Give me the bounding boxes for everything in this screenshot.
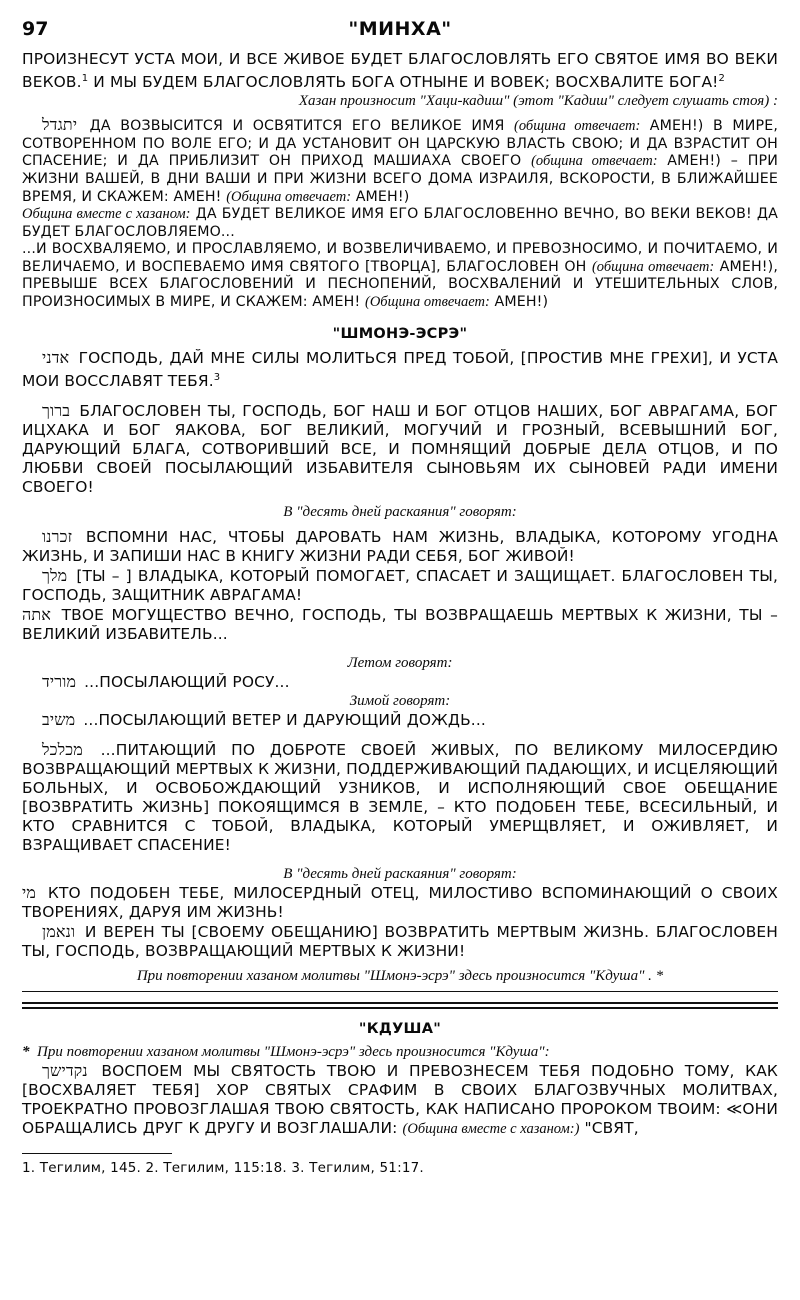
separator-double (22, 1002, 778, 1009)
footnote-rule (22, 1153, 172, 1154)
footnote-ref-2: 2 (718, 73, 725, 84)
footnotes: 1. Тегилим, 145. 2. Тегилим, 115:18. 3. Тегилим, 51:17. (22, 1159, 424, 1176)
prayer-nekadesh: נקדישך ВОСПОЕМ МЫ СВЯТОСТЬ ТВОЮ И ПРЕВОЗНЕСЕМ ТЕБЯ ПОДОБНО ТОМУ, КАК [ВОСХВАЛЯЕТ ТЕБЯ] ХОР СВЯТЫХ СРАФИМ В СВОИХ БЛАГОЗВУЧНЫХ МОЛИТВАХ, ТРОЕКРАТНО ПРОВОЗГЛАШАЯ ТВОЮ СВЯТОСТЬ, КАК НАПИСАНО ПРОРОКОМ ТВОИМ: ≪ОНИ ОБРАЩАЛИСЬ ДРУГ К ДРУГУ И ВОЗГЛАШАЛИ: (Община вместе с хазаном:) "СВЯТ, (22, 1060, 778, 1137)
prayer-mi: מי КТО ПОДОБЕН ТЕБЕ, МИЛОСЕРДНЫЙ ОТЕЦ, МИЛОСТИВО ВСПОМИНАЮЩИЙ О СВОИХ ТВОРЕНИЯХ, ДАРУЯ ИМ ЖИЗНЬ! (22, 882, 778, 921)
verse-opening: ПРОИЗНЕСУТ УСТА МОИ, И ВСЕ ЖИВОЕ БУДЕТ БЛАГОСЛОВЛЯТЬ ЕГО СВЯТОЕ ИМЯ ВО ВЕКИ ВЕКОВ.$^1$ И МЫ БУДЕМ БЛАГОСЛОВЛЯТЬ БОГА ОТНЫНЕ И ВОВЕК; ВОСХВАЛИТЕ БОГА!$^2$ (22, 50, 778, 92)
page-title: "МИНХА" (348, 18, 452, 40)
page-number: 97 (22, 18, 49, 40)
section-title-shmone-esre: "ШМОНЭ-ЭСРЭ" (332, 325, 468, 342)
instruction-kdusha-note: При повторении хазаном молитвы "Шмонэ-эсрэ" здесь произносится "Кдуша" . * (136, 967, 664, 984)
instruction-ten-days-1: В "десять дней раскаяния" говорят: (283, 503, 517, 520)
prayer-morid: מוריד ...ПОСЫЛАЮЩИЙ РОСУ... (42, 671, 290, 691)
kaddish-continuation: ...И ВОСХВАЛЯЕМО, И ПРОСЛАВЛЯЕМО, И ВОЗВЕЛИЧИВАЕМО, И ПРЕВОЗНОСИМО, И ПОЧИТАЕМО, И ВЕЛИЧАЕМО, И ВОСПЕВАЕМО ИМЯ СВЯТОГО [ТВОРЦА], БЛАГОСЛОВЕН ОН (община отвечает: АМЕН!), ПРЕВЫШЕ ВСЕХ БЛАГОСЛОВЕНИЙ И ПЕСНОПЕНИЙ, ВОСХВАЛЕНИЙ И УТЕШИТЕЛЬНЫХ СЛОВ, ПРОИЗНОСИМЫХ В МИРЕ, И СКАЖЕМ: АМЕН! (Община отвечает: АМЕН!) (22, 241, 778, 311)
separator-thin (22, 991, 778, 992)
instruction-ten-days-2: В "десять дней раскаяния" говорят: (283, 865, 517, 882)
hebrew-keyword: יתגדל (42, 115, 78, 135)
prayer-zochrenu: זכרנו ВСПОМНИ НАС, ЧТОБЫ ДАРОВАТЬ НАМ ЖИЗНЬ, ВЛАДЫКА, КОТОРОМУ УГОДНА ЖИЗНЬ, И ЗАПИШИ НАС В КНИГУ ЖИЗНИ РАДИ СЕБЯ, БОГ ЖИВОЙ! (22, 526, 778, 565)
instruction-winter: Зимой говорят: (349, 692, 451, 709)
prayer-mechalkel: מכלכל ...ПИТАЮЩИЙ ПО ДОБРОТЕ СВОЕЙ ЖИВЫХ, ПО ВЕЛИКОМУ МИЛОСЕРДИЮ ВОЗВРАЩАЮЩИЙ МЕРТВЫХ К ЖИЗНИ, ПОДДЕРЖИВАЮЩИЙ ПАДАЮЩИХ, И ИСЦЕЛЯЮЩИЙ БОЛЬНЫХ, И ОСВОБОЖДАЮЩИЙ УЗНИКОВ, И ИСПОЛНЯЮЩИЙ СВОЕ ОБЕЩАНИЕ [ВОЗВРАТИТЬ ЖИЗНЬ] ПОКОЯЩИМСЯ В ЗЕМЛЕ, – КТО ПОДОБЕН ТЕБЕ, ВСЕСИЛЬНЫЙ, И КТО СРАВНИТСЯ С ТОБОЙ, ВЛАДЫКА, КОТОРЫЙ УМЕРЩВЛЯЕТ, И ОЖИВЛЯЕТ, И ВЗРАЩИВАЕТ СПАСЕНИЕ! (22, 739, 778, 854)
prayer-melech: מלך [ТЫ – ] ВЛАДЫКА, КОТОРЫЙ ПОМОГАЕТ, СПАСАЕТ И ЗАЩИЩАЕТ. БЛАГОСЛОВЕН ТЫ, ГОСПОДЬ, ЗАЩИТНИК АВРАГАМА! (22, 565, 778, 604)
footnote-ref-1: 1 (81, 73, 89, 84)
document-page (22, 14, 778, 1176)
instruction-kdusha: * При повторении хазаном молитвы "Шмонэ-эсрэ" здесь произносится "Кдуша": (22, 1043, 550, 1060)
instruction-summer: Летом говорят: (347, 654, 453, 671)
prayer-baruch: ברוך БЛАГОСЛОВЕН ТЫ, ГОСПОДЬ, БОГ НАШ И БОГ ОТЦОВ НАШИХ, БОГ АВРАГАМА, БОГ ИЦХАКА И БОГ ЯАКОВА, БОГ ВЕЛИКИЙ, МОГУЧИЙ И ГРОЗНЫЙ, ВСЕВЫШНИЙ БОГ, ДАРУЮЩИЙ БЛАГА, СОТВОРИВШИЙ ВСЕ, И ПОМНЯЩИЙ ДОБРЫЕ ДЕЛА ОТЦОВ, И ПО ЛЮБВИ СВОЕЙ ПОСЫЛАЮЩИЙ ИЗБАВИТЕЛЯ СЫНОВЬЯМ ИХ СЫНОВЕЙ РАДИ ИМЕНИ СВОЕГО! (22, 400, 778, 496)
prayer-mashiv: משיב ...ПОСЫЛАЮЩИЙ ВЕТЕР И ДАРУЮЩИЙ ДОЖДЬ... (42, 709, 486, 729)
prayer-ata: אתה ТВОЕ МОГУЩЕСТВО ВЕЧНО, ГОСПОДЬ, ТЫ ВОЗВРАЩАЕШЬ МЕРТВЫХ К ЖИЗНИ, ТЫ – ВЕЛИКИЙ ИЗБАВИТЕЛЬ... (22, 604, 778, 643)
instruction-kaddish: Хазан произносит "Хаци-кадиш" (этот "Кадиш" следует слушать стоя) : (298, 93, 778, 110)
prayer-adonai: אדני ГОСПОДЬ, ДАЙ МНЕ СИЛЫ МОЛИТЬСЯ ПРЕД ТОБОЙ, [ПРОСТИВ МНЕ ГРЕХИ], И УСТА МОИ ВОССЛАВЯТ ТЕБЯ.$^3$ (22, 347, 779, 390)
kaddish-paragraph: יתגדל ДА ВОЗВЫСИТСЯ И ОСВЯТИТСЯ ЕГО ВЕЛИКОЕ ИМЯ (община отвечает: АМЕН!) В МИРЕ, СОТВОРЕННОМ ПО ВОЛЕ ЕГО; И ДА УСТАНОВИТ ОН ЦАРСКУЮ ВЛАСТЬ СВОЮ; И ДА ВЗРАСТИТ ОН СПАСЕНИЕ; И ДА ПРИБЛИЗИТ ОН ПРИХОД МАШИАХА СВОЕГО (община отвечает: АМЕН!) – ПРИ ЖИЗНИ ВАШЕЙ, В ДНИ ВАШИ И ПРИ ЖИЗНИ ВСЕГО ДОМА ИЗРАИЛЯ, ВСКОРОСТИ, В БЛИЖАЙШЕЕ ВРЕМЯ, И СКАЖЕМ: АМЕН! (Община отвечает: АМЕН!) (22, 115, 778, 205)
prayer-veneeman: ונאמן И ВЕРЕН ТЫ [СВОЕМУ ОБЕЩАНИЮ] ВОЗВРАТИТЬ МЕРТВЫМ ЖИЗНЬ. БЛАГОСЛОВЕН ТЫ, ГОСПОДЬ, ВОЗВРАЩАЮЩИЙ МЕРТВЫХ К ЖИЗНИ! (22, 921, 778, 960)
section-title-kdusha: "КДУША" (358, 1020, 442, 1037)
footnote-ref-3: 3 (213, 371, 221, 383)
kaddish-response: Община вместе с хазаном: ДА БУДЕТ ВЕЛИКОЕ ИМЯ ЕГО БЛАГОСЛОВЕННО ВЕЧНО, ВО ВЕКИ ВЕКОВ! ДА БУДЕТ БЛАГОСЛОВЛЯЕМО... (22, 206, 778, 240)
page-header (22, 14, 778, 50)
